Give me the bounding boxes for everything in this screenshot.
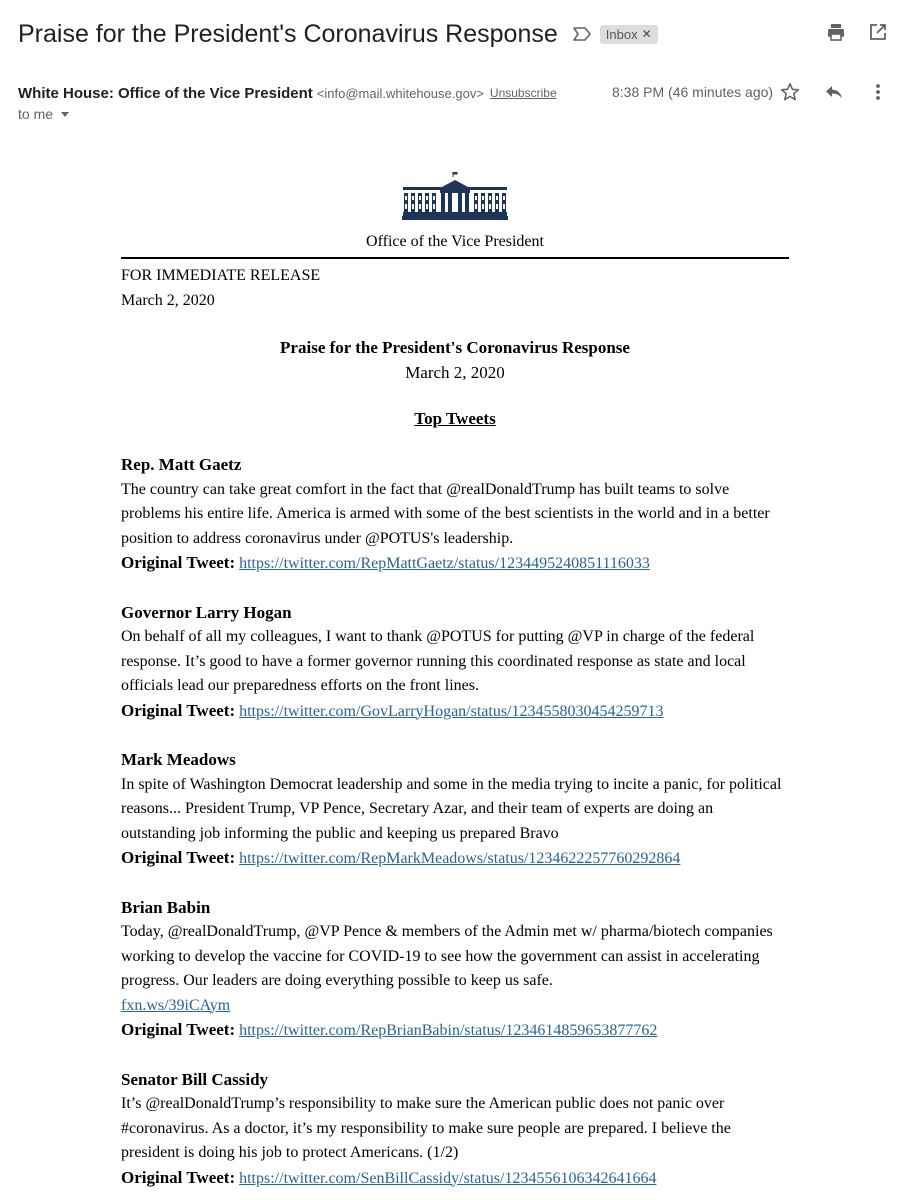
original-tweet-link[interactable]: https://twitter.com/GovLarryHogan/status/1234558030454259713 (239, 702, 664, 720)
short-link[interactable]: fxn.ws/39iCAym (121, 996, 231, 1014)
original-tweet-line (121, 1018, 789, 1044)
release-type: FOR IMMEDIATE RELEASE (121, 267, 321, 284)
section-heading: Top Tweets (414, 409, 496, 428)
tweet-entry (121, 748, 789, 872)
open-in-new-window-icon[interactable] (868, 22, 888, 42)
letterhead-divider (121, 257, 789, 259)
star-icon[interactable] (780, 82, 800, 102)
subject-row (18, 14, 898, 54)
recipient-text: to me (18, 106, 54, 122)
white-house-logo-icon (402, 172, 508, 220)
original-tweet-link[interactable]: https://twitter.com/RepMarkMeadows/status/1234622257760292864 (239, 850, 681, 867)
print-icon[interactable] (826, 22, 846, 42)
original-tweet-line (121, 1166, 789, 1192)
short-link-line (121, 994, 789, 1019)
remove-label-icon[interactable]: ✕ (641, 27, 652, 41)
important-marker-icon[interactable] (572, 26, 592, 42)
reply-icon[interactable] (824, 82, 844, 102)
press-release-title: Praise for the President's Coronavirus Response (280, 338, 630, 357)
sender-name[interactable]: White House: Office of the Vice President (18, 84, 313, 102)
original-tweet-link[interactable]: https://twitter.com/RepBrianBabin/status/1234614859653877762 (239, 1022, 658, 1039)
release-date: March 2, 2020 (121, 292, 215, 309)
original-tweet-link[interactable]: https://twitter.com/RepMattGaetz/status/1234495240851116033 (239, 555, 650, 572)
email-body (121, 172, 789, 1191)
original-tweet-line (121, 846, 789, 872)
tweet-author: Mark Meadows (121, 750, 236, 769)
unsubscribe-link[interactable]: Unsubscribe (489, 86, 557, 100)
original-tweet-label: Original Tweet: (121, 848, 236, 867)
tweet-text: Today, @realDonaldTrump, @VP Pence & members of the Admin met w/ pharma/biotech companies working to develop the vaccine for COVID-19 to see how the government can assist in accelerating progress. Our leaders are doing everything possible to keep us safe. (121, 923, 773, 989)
tweet-text: In spite of Washington Democrat leadership and some in the media trying to incite a panic, for political reasons... President Trump, VP Pence, Secretary Azar, and their team of experts are doing an outstanding job informing the public and keeping us prepared Bravo (121, 775, 782, 842)
sender-row (18, 82, 898, 104)
tweet-text: The country can take great comfort in the fact that @realDonaldTrump has built teams to solve problems his entire life. America is armed with some of the best scientists in the world and in a better position to address coronavirus under @POTUS's leadership. (121, 480, 770, 547)
inbox-label-text: Inbox (605, 26, 638, 42)
tweet-author: Governor Larry Hogan (121, 602, 292, 622)
subject-actions (826, 22, 888, 42)
tweet-entry (121, 453, 789, 577)
original-tweet-label: Original Tweet: (121, 553, 236, 572)
original-tweet-label: Original Tweet: (121, 700, 236, 720)
original-tweet-line (121, 699, 789, 725)
tweet-entry (121, 896, 789, 1044)
press-release-title-block (121, 335, 789, 385)
tweet-entry (121, 1068, 789, 1192)
letterhead (121, 172, 789, 251)
more-options-icon[interactable] (868, 82, 888, 102)
recipient-details-toggle[interactable] (18, 106, 69, 122)
original-tweet-line (121, 551, 789, 577)
original-tweet-label: Original Tweet: (121, 1167, 236, 1187)
inbox-label-chip[interactable] (600, 25, 658, 44)
tweet-text: On behalf of all my colleagues, I want to thank @POTUS for putting @VP in charge of the federal response. It’s good to have a former governor running this coordinated response as state and local officials lead our preparedness efforts on the front lines. (121, 628, 755, 694)
original-tweet-link[interactable]: https://twitter.com/SenBillCassidy/status/1234556106342641664 (239, 1169, 657, 1187)
office-name: Office of the Vice President (366, 233, 544, 250)
tweet-author: Senator Bill Cassidy (121, 1069, 269, 1089)
tweet-author: Brian Babin (121, 897, 211, 917)
tweet-text: It’s @realDonaldTrump’s responsibility to make sure the American public does not panic over #coronavirus. As a doctor, it’s my responsibility to make sure people are prepared. I believe the president is doing his job to protect Americans. (1/2) (121, 1095, 731, 1161)
received-time: 8:38 PM (46 minutes ago) (612, 84, 774, 100)
release-info (121, 263, 789, 313)
email-subject: Praise for the President's Coronavirus Response (18, 19, 558, 48)
message-actions (780, 82, 888, 102)
chevron-down-icon (61, 112, 69, 117)
tweet-entry (121, 601, 789, 725)
press-release-date: March 2, 2020 (405, 363, 505, 382)
tweet-author: Rep. Matt Gaetz (121, 455, 242, 474)
sender-email: <info@mail.whitehouse.gov> (316, 85, 484, 101)
original-tweet-label: Original Tweet: (121, 1020, 236, 1039)
